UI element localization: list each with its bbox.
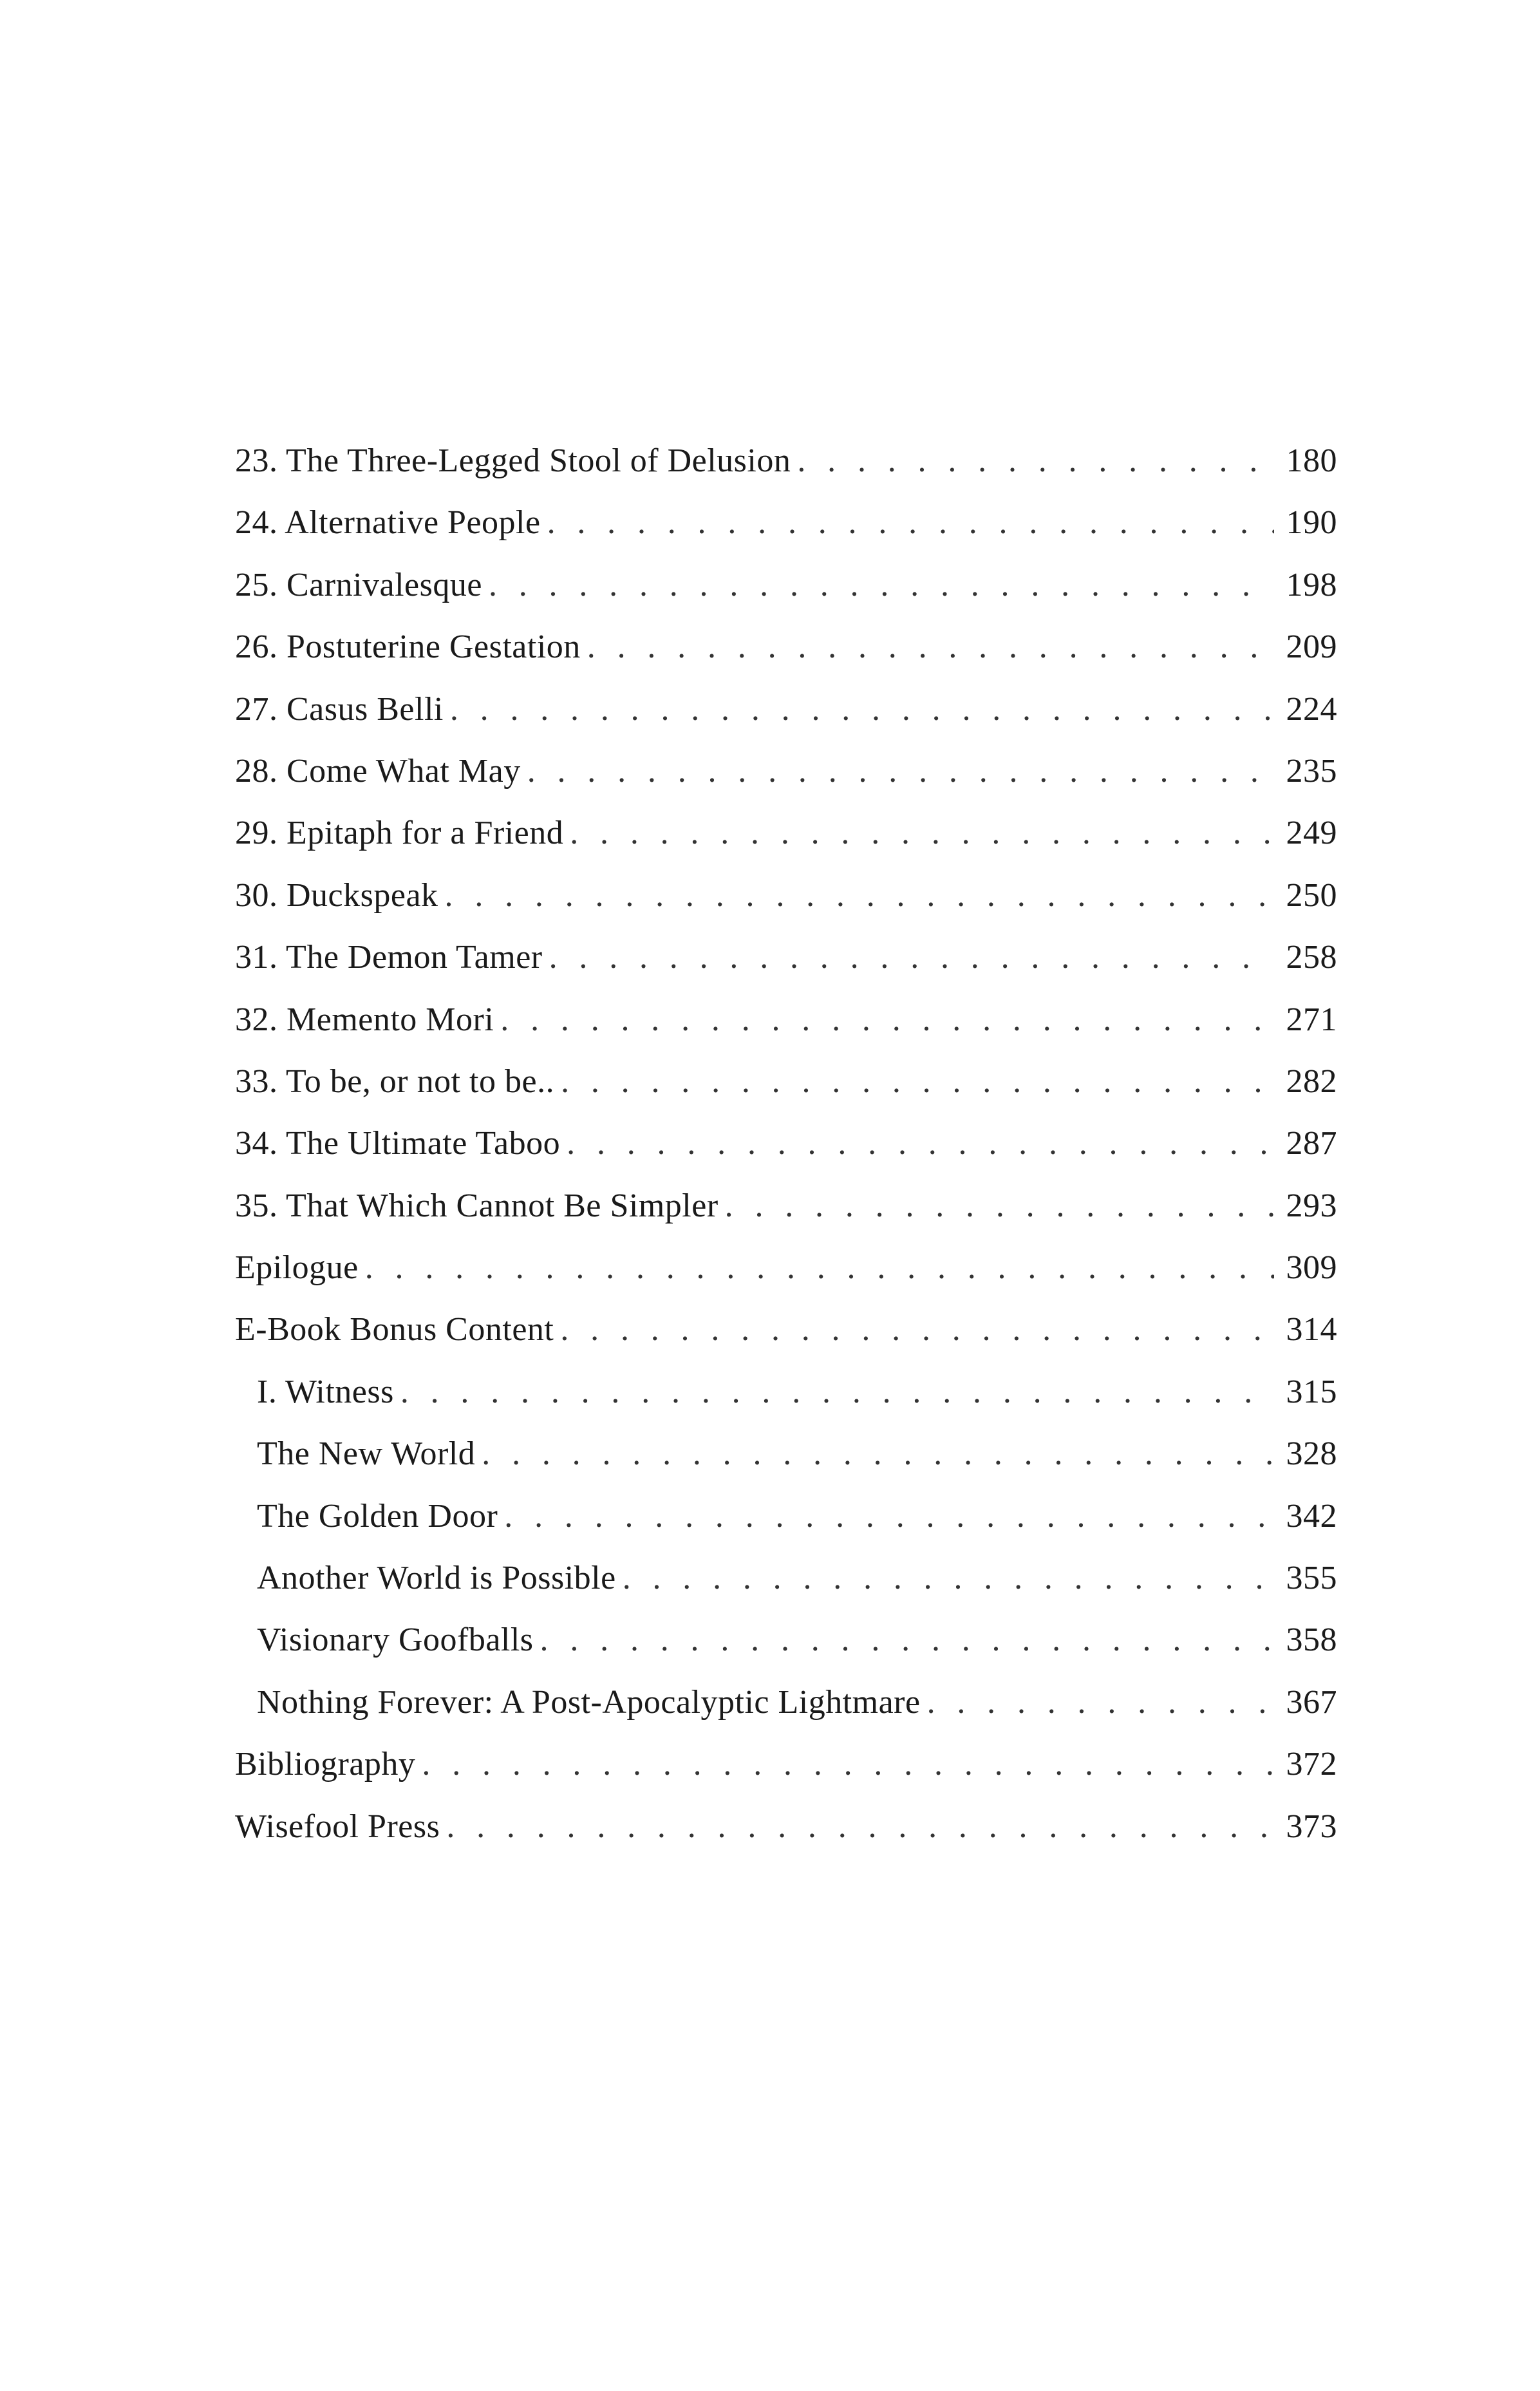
toc-entry-title: The Golden Door xyxy=(257,1497,498,1535)
toc-entry[interactable] xyxy=(235,1051,1337,1113)
dot-leader xyxy=(927,1672,1274,1734)
toc-entry-title: The New World xyxy=(257,1435,476,1473)
toc-entry-title: Another World is Possible xyxy=(257,1560,616,1597)
toc-entry[interactable] xyxy=(235,430,1337,492)
toc-entry-title: 32. Memento Mori xyxy=(235,1001,494,1038)
toc-entry[interactable] xyxy=(235,554,1337,616)
dot-leader xyxy=(527,741,1274,802)
table-of-contents xyxy=(235,430,1337,1858)
toc-entry-title: Nothing Forever: A Post-Apocalyptic Lightmare xyxy=(257,1683,921,1721)
dot-leader xyxy=(560,1299,1274,1361)
dot-leader xyxy=(422,1734,1274,1795)
dot-leader xyxy=(540,1609,1274,1671)
toc-entry[interactable] xyxy=(235,1113,1337,1175)
dot-leader xyxy=(725,1175,1274,1237)
toc-entry[interactable] xyxy=(235,1734,1337,1795)
toc-entry[interactable] xyxy=(235,616,1337,678)
dot-leader xyxy=(400,1361,1274,1423)
toc-entry[interactable] xyxy=(235,492,1337,554)
toc-entry-title: 27. Casus Belli xyxy=(235,690,444,728)
toc-entry[interactable] xyxy=(235,802,1337,864)
toc-entry-page-number: 367 xyxy=(1286,1683,1337,1721)
toc-entry-title: 31. The Demon Tamer xyxy=(235,939,543,976)
toc-entry-page-number: 224 xyxy=(1286,690,1337,728)
toc-entry-page-number: 287 xyxy=(1286,1125,1337,1162)
toc-entry-title: Wisefool Press xyxy=(235,1808,440,1845)
toc-entry-title: 25. Carnivalesque xyxy=(235,566,482,603)
toc-entry-title: Visionary Goofballs xyxy=(257,1621,534,1659)
toc-entry-title: Epilogue xyxy=(235,1249,359,1287)
dot-leader xyxy=(549,927,1274,988)
toc-subentry[interactable] xyxy=(235,1547,1337,1609)
toc-entry[interactable] xyxy=(235,1237,1337,1299)
toc-entry-page-number: 358 xyxy=(1286,1621,1337,1659)
toc-entry-title: 26. Postuterine Gestation xyxy=(235,628,581,666)
toc-entry-page-number: 309 xyxy=(1286,1249,1337,1287)
dot-leader xyxy=(561,1051,1274,1113)
dot-leader xyxy=(587,616,1274,678)
dot-leader xyxy=(450,679,1274,741)
toc-entry-title: Bibliography xyxy=(235,1746,416,1783)
toc-entry-page-number: 342 xyxy=(1286,1497,1337,1535)
toc-entry-page-number: 314 xyxy=(1286,1311,1337,1348)
toc-entry-page-number: 249 xyxy=(1286,815,1337,852)
dot-leader xyxy=(489,554,1274,616)
dot-leader xyxy=(567,1113,1274,1175)
toc-entry-title: 24. Alternative People xyxy=(235,504,541,542)
toc-entry-page-number: 180 xyxy=(1286,442,1337,479)
toc-entry-page-number: 250 xyxy=(1286,876,1337,914)
toc-entry-page-number: 209 xyxy=(1286,628,1337,666)
toc-entry-page-number: 372 xyxy=(1286,1746,1337,1783)
toc-entry[interactable] xyxy=(235,1796,1337,1858)
toc-entry[interactable] xyxy=(235,741,1337,802)
toc-subentry[interactable] xyxy=(235,1609,1337,1671)
dot-leader xyxy=(482,1423,1274,1485)
toc-entry-page-number: 258 xyxy=(1286,939,1337,976)
toc-entry-page-number: 190 xyxy=(1286,504,1337,542)
toc-entry-title: E-Book Bonus Content xyxy=(235,1311,554,1348)
dot-leader xyxy=(445,865,1274,927)
toc-entry-title: I. Witness xyxy=(257,1373,394,1410)
dot-leader xyxy=(365,1237,1274,1299)
dot-leader xyxy=(504,1486,1274,1547)
toc-entry-page-number: 198 xyxy=(1286,566,1337,603)
toc-entry[interactable] xyxy=(235,1175,1337,1237)
toc-entry-page-number: 328 xyxy=(1286,1435,1337,1473)
toc-entry-title: 28. Come What May xyxy=(235,752,521,789)
toc-entry-page-number: 282 xyxy=(1286,1063,1337,1100)
toc-entry-page-number: 235 xyxy=(1286,752,1337,789)
toc-entry-page-number: 373 xyxy=(1286,1808,1337,1845)
toc-entry-title: 30. Duckspeak xyxy=(235,876,438,914)
dot-leader xyxy=(797,430,1274,492)
toc-entry[interactable] xyxy=(235,865,1337,927)
toc-subentry[interactable] xyxy=(235,1486,1337,1547)
toc-entry-page-number: 293 xyxy=(1286,1187,1337,1224)
toc-subentry[interactable] xyxy=(235,1361,1337,1423)
toc-entry[interactable] xyxy=(235,679,1337,741)
toc-entry-title: 34. The Ultimate Taboo xyxy=(235,1125,561,1162)
toc-entry[interactable] xyxy=(235,927,1337,988)
toc-entry-title: 33. To be, or not to be.. xyxy=(235,1063,555,1100)
dot-leader xyxy=(623,1547,1274,1609)
dot-leader xyxy=(570,802,1274,864)
toc-subentry[interactable] xyxy=(235,1423,1337,1485)
dot-leader xyxy=(547,492,1274,554)
toc-entry[interactable] xyxy=(235,1299,1337,1361)
dot-leader xyxy=(500,989,1274,1051)
toc-entry-page-number: 355 xyxy=(1286,1560,1337,1597)
dot-leader xyxy=(446,1796,1274,1858)
toc-entry-page-number: 315 xyxy=(1286,1373,1337,1410)
toc-entry-page-number: 271 xyxy=(1286,1001,1337,1038)
toc-subentry[interactable] xyxy=(235,1672,1337,1734)
toc-entry-title: 35. That Which Cannot Be Simpler xyxy=(235,1187,718,1224)
toc-entry-title: 29. Epitaph for a Friend xyxy=(235,815,564,852)
toc-entry-title: 23. The Three-Legged Stool of Delusion xyxy=(235,442,791,479)
toc-entry[interactable] xyxy=(235,989,1337,1051)
